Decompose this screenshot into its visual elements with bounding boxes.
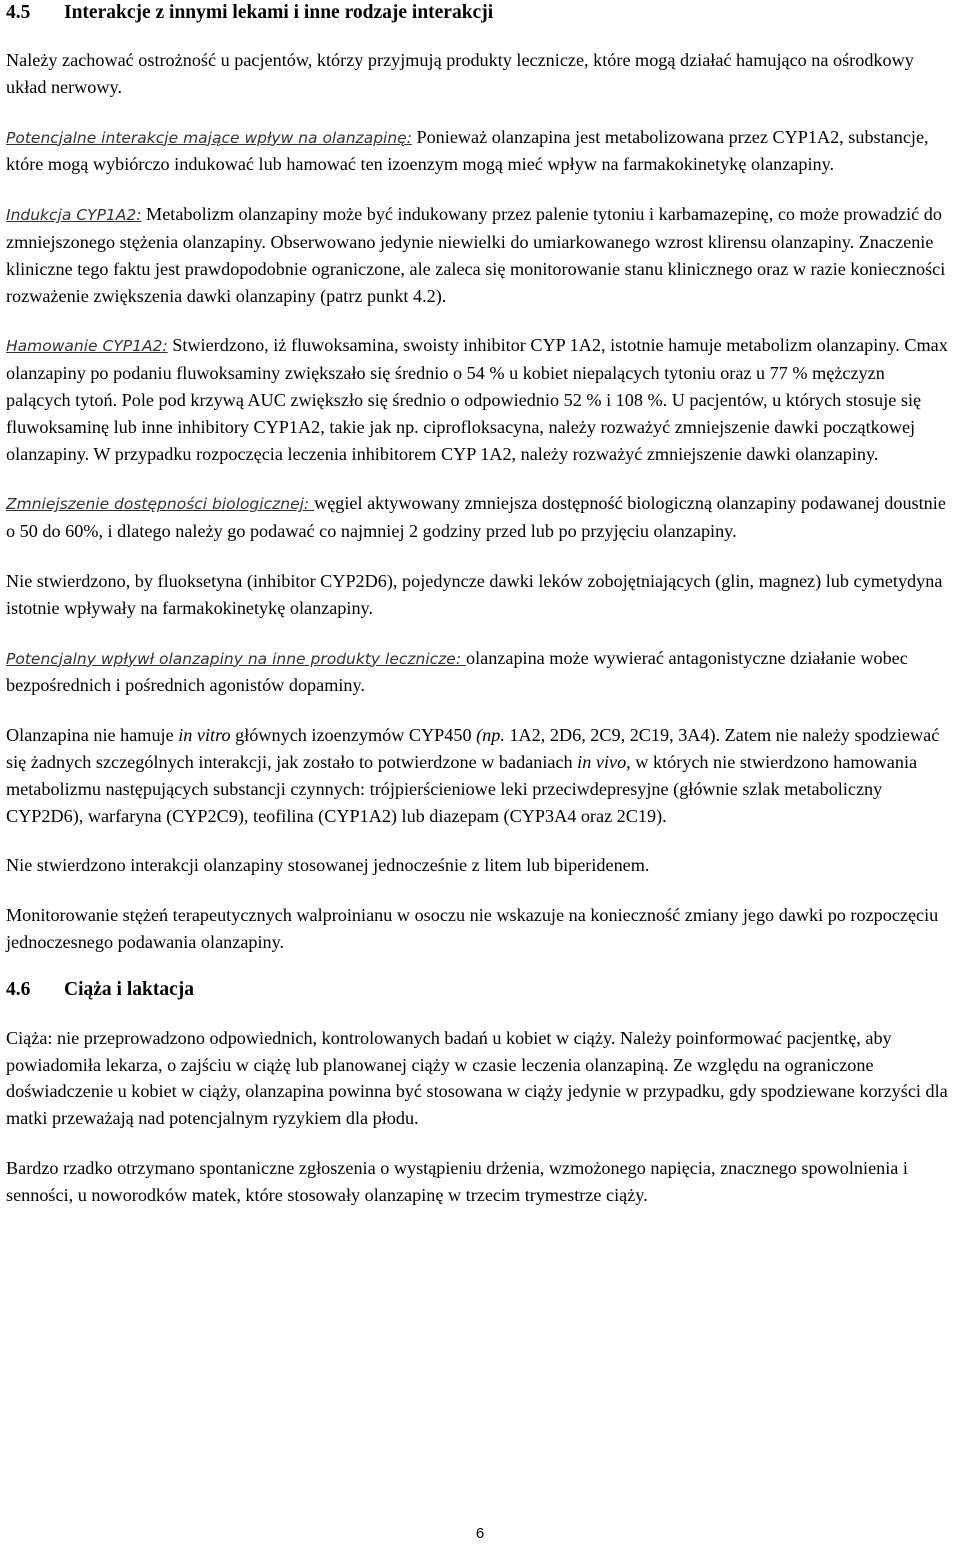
paragraph-text: Należy zachować ostrożność u pacjentów, którzy przyjmują produkty lecznicze, które mogą działać hamująco na ośrodkowy układ nerwowy.	[6, 50, 914, 97]
page-number: 6	[475, 1525, 485, 1542]
paragraph-text: Monitorowanie stężeń terapeutycznych walproinianu w osoczu nie wskazuje na konieczność zmiany jego dawki po rozpoczęciu jednoczesnego podawania olanzapiny.	[6, 905, 939, 952]
paragraph-text: w których nie stwierdzono hamowania metabolizmu następujących substancji czynnych: trójpierścieniowe leki przeciwdepresyjne (głównie szlak metaboliczny CYP2D6), warfaryna (CYP2C9), teofilina (CYP1A2) lub diazepam (CYP3A4 oraz 2C19).	[6, 751, 918, 826]
paragraph-potential-interactions	[6, 124, 950, 179]
paragraph-cns-caution	[6, 47, 950, 101]
paragraph-olanzapine-effect	[6, 645, 950, 700]
in-vivo-term: in vivo,	[577, 751, 631, 772]
paragraph-text: Olanzapina nie hamuje	[6, 725, 179, 746]
np-abbrev: (np.	[476, 725, 505, 746]
subheading-olanzapine-effect: Potencjalny wpływł olanzapiny na inne produkty lecznicze:	[6, 649, 466, 668]
paragraph-text: głównych izoenzymów CYP450	[230, 725, 477, 746]
document-page	[6, 0, 950, 1209]
paragraph-text: Metabolizm olanzapiny może być indukowany przez palenie tytoniu i karbamazepinę, co może prowadzić do zmniejszonego stężenia olanzapiny. Obserwowano jedynie niewielki do umiarkowanego wzrost klirensu olanzapiny. Znaczenie kliniczne tego faktu jest prawdopodobnie ograniczone, ale zaleca się monitorowanie stanu klinicznego oraz w razie konieczności rozważenie zwiększenia dawki olanzapiny (patrz punkt 4.2).	[6, 204, 946, 306]
section-title: Ciąża i laktacja	[64, 978, 194, 1000]
paragraph-cyp450	[6, 722, 950, 829]
paragraph-neonatal	[6, 1155, 950, 1209]
paragraph-valproate	[6, 902, 950, 956]
subheading-potential-interactions: Potencjalne interakcje mające wpływ na olanzapinę:	[6, 128, 412, 147]
section-title: Interakcje z innymi lekami i inne rodzaje interakcji	[64, 2, 494, 23]
paragraph-text: Ponieważ olanzapina jest metabolizowana przez CYP1A2, substancje, które mogą wybiórczo indukować lub hamować ten izoenzym mogą mieć wpływ na farmakokinetykę olanzapiny.	[6, 126, 929, 175]
paragraph-text: olanzapina może wywierać antagonistyczne działanie wobec bezpośrednich i pośrednich agonistów dopaminy.	[6, 647, 908, 696]
paragraph-text: Stwierdzono, iż fluwoksamina, swoisty inhibitor CYP 1A2, istotnie hamuje metabolizm olanzapiny. Cmax olanzapiny po podaniu fluwoksaminy zwiększało się średnio o 54 % u kobiet niepalących tytoniu oraz u 77 % mężczyzn palących tytoń. Pole pod krzywą AUC zwiększło się średnio o odpowiednio 52 % i 108 %. U pacjentów, u których stosuje się fluwoksaminę lub inne inhibitory CYP1A2, takie jak np. ciprofloksacyna, należy rozważyć zmniejszenie dawki początkowej olanzapiny. W przypadku rozpoczęcia leczenia inhibitorem CYP 1A2, należy rozważyć zmniejszenie dawki olanzapiny.	[6, 335, 948, 464]
paragraph-induction	[6, 201, 950, 309]
in-vitro-term: in vitro	[178, 725, 231, 746]
paragraph-text: Bardzo rzadko otrzymano spontaniczne zgłoszenia o wystąpieniu drżenia, wzmożonego napięcia, znacznego spowolnienia i senności, u noworodków matek, które stosowały olanzapinę w trzecim trymestrze ciąży.	[6, 1157, 908, 1205]
subheading-inhibition: Hamowanie CYP1A2:	[6, 337, 168, 356]
section-number: 4.5	[6, 2, 31, 23]
paragraph-pregnancy	[6, 1025, 950, 1132]
paragraph-text: Nie stwierdzono, by fluoksetyna (inhibitor CYP2D6), pojedyncze dawki leków zobojętniających (glin, magnez) lub cymetydyna istotnie wpływały na farmakokinetykę olanzapiny.	[6, 570, 943, 618]
paragraph-text: Nie stwierdzono interakcji olanzapiny stosowanej jednocześnie z litem lub biperidenem.	[6, 855, 650, 876]
paragraph-inhibition	[6, 332, 950, 467]
paragraph-text: węgiel aktywowany zmniejsza dostępność biologiczną olanzapiny podawanej doustnie o 50 do 60%, i dlatego należy go podawać co najmniej 2 godziny przed lub po przyjęciu olanzapiny.	[6, 493, 946, 542]
subheading-induction: Indukcja CYP1A2:	[6, 206, 142, 225]
paragraph-bioavailability	[6, 490, 950, 545]
subheading-bioavailability: Zmniejszenie dostępności biologicznej:	[6, 495, 315, 514]
section-heading-4-6	[6, 977, 950, 1003]
section-number: 4.6	[6, 978, 31, 1000]
paragraph-fluoxetine	[6, 568, 950, 622]
paragraph-text: 1A2, 2D6, 2C9, 2C19, 3A4). Zatem nie należy spodziewać się żadnych szczególnych interakcji, jak zostało to potwierdzone w badaniach	[6, 725, 940, 772]
paragraph-lithium	[6, 852, 950, 879]
section-heading-4-5	[6, 0, 950, 26]
paragraph-text: Ciąża: nie przeprowadzono odpowiednich, kontrolowanych badań u kobiet w ciąży. Należy poinformować pacjentkę, aby powiadomiła lekarza, o zajściu w ciążę lub planowanej ciąży w czasie leczenia olanzapiną. Ze względu na ograniczone doświadczenie u kobiet w ciąży, olanzapina powinna być stosowana w ciąży jedynie w przypadku, gdy spodziewane korzyści dla matki przeważają nad potencjalnym ryzykiem dla płodu.	[6, 1027, 948, 1129]
